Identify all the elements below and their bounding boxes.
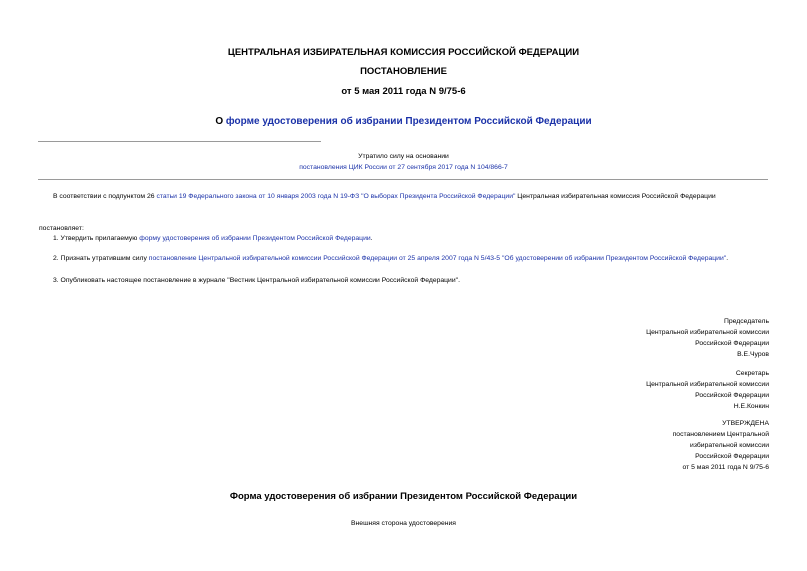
approval-line-2: избирательной комиссии (690, 442, 769, 449)
short-divider (38, 141, 321, 142)
header-doc-type: ПОСТАНОВЛЕНИЕ (360, 66, 447, 77)
subject-link[interactable]: форме удостоверения об избрании Президентом Российской Федерации (225, 116, 592, 127)
chair-name: В.Е.Чуров (737, 351, 769, 358)
item-1-link[interactable]: форму удостоверения об избрании Президентом Российской Федерации (139, 235, 371, 242)
long-divider (38, 179, 768, 180)
lost-force-note: Утратило силу на основании (358, 153, 449, 160)
approval-line-1: постановлением Центральной (672, 431, 769, 438)
header-org: ЦЕНТРАЛЬНАЯ ИЗБИРАТЕЛЬНАЯ КОМИССИЯ РОССИЙСКОЙ ФЕДЕРАЦИИ (227, 47, 580, 58)
approval-title: УТВЕРЖДЕНА (722, 420, 769, 427)
item-2 (53, 255, 728, 262)
form-title: Форма удостоверения об избрании Президентом Российской Федерации (229, 491, 578, 502)
chair-title: Председатель (724, 318, 769, 325)
resolves-label: постановляет: (39, 225, 84, 232)
item-1 (53, 235, 373, 242)
secretary-signature-block (646, 368, 769, 412)
subject-prefix: О (215, 116, 226, 127)
approval-block (673, 418, 769, 473)
preamble-text-start: В соответствии с подпунктом 26 (53, 193, 157, 200)
secretary-name: Н.Е.Конкин (733, 403, 769, 410)
item-3: 3. Опубликовать настоящее постановление в журнале "Вестник Центральной избирательной комиссии Российской Федерации". (53, 277, 460, 284)
item-2-text: 2. Признать утратившим силу (53, 255, 149, 262)
preamble-text-end: Центральная избирательная комиссия Российской Федерации (515, 193, 716, 200)
chair-org-line-2: Российской Федерации (695, 340, 769, 347)
document-subject (0, 116, 807, 127)
preamble-law-link[interactable]: статьи 19 Федерального закона от 10 января 2003 года N 19-ФЗ "О выборах Президента Российской Федерации" (156, 193, 516, 200)
header-date-number: от 5 мая 2011 года N 9/75-6 (341, 86, 466, 97)
chair-signature-block (646, 316, 769, 360)
item-2-end: . (726, 255, 729, 262)
approval-line-3: Российской Федерации (695, 453, 769, 460)
chair-org-line-1: Центральной избирательной комиссии (646, 329, 769, 336)
secretary-org-line-2: Российской Федерации (695, 392, 769, 399)
form-side-label: Внешняя сторона удостоверения (351, 520, 456, 527)
preamble-paragraph (53, 193, 716, 200)
item-1-text: 1. Утвердить прилагаемую (53, 235, 140, 242)
secretary-org-line-1: Центральной избирательной комиссии (646, 381, 769, 388)
item-2-link[interactable]: постановление Центральной избирательной комиссии Российской Федерации от 25 апреля 2007 года N 5/43-5 "Об удостоверении об избрании Президентом Российской Федерации" (148, 255, 727, 262)
lost-force-link[interactable]: постановления ЦИК России от 27 сентября 2017 года N 104/866-7 (299, 164, 508, 171)
item-1-end: . (370, 235, 373, 242)
approval-line-4: от 5 мая 2011 года N 9/75-6 (682, 464, 769, 471)
secretary-title: Секретарь (735, 370, 769, 377)
